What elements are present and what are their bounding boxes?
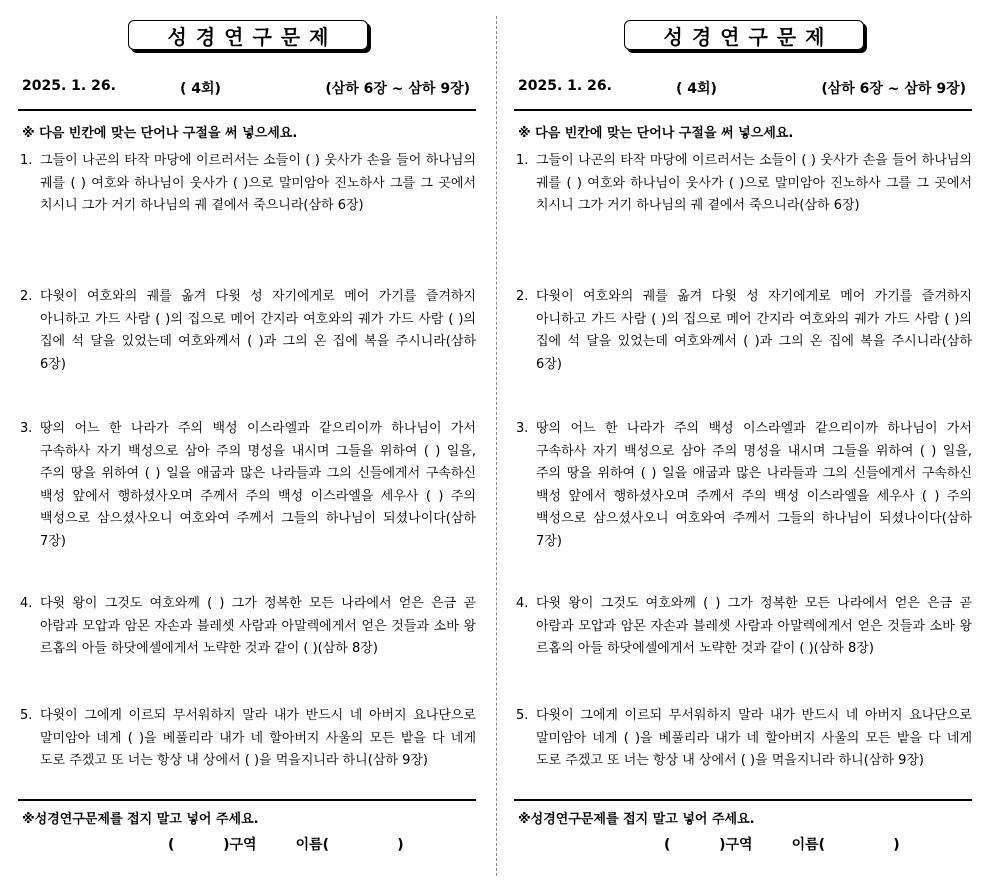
footer-rule [514, 799, 972, 801]
question-text: 다윗이 여호와의 궤를 옮겨 다윗 성 자기에게로 메어 가기를 즐겨하지 아니하고 가드 사람 ( )의 집으로 메어 간지라 여호와의 궤가 가드 사람 ( )의 집에 석 달을 있었는데 여호와께서 ( )과 그의 온 집에 복을 주시니라(삼하 6장) [536, 289, 972, 372]
question-number: 1. [516, 153, 529, 168]
question-number: 1. [20, 153, 33, 168]
fold-divider [496, 16, 497, 876]
question-text: 땅의 어느 한 나라가 주의 백성 이스라엘과 같으리이까 하나님이 가서 구속하사 자기 백성으로 삼아 주의 명성을 내시며 그들을 위하여 ( ) 일을, 주의 땅을 위하여 ( ) 일을 애굽과 많은 나라들과 그의 신들에게서 구속하신 백성 앞에서 행하셨사오며 주께서 주의 백성 이스라엘을 세우사 ( ) 주의 백성으로 삼으셨사오니 여호와여 주께서 그들의 하나님이 되셨나이다(삼하 7장) [40, 421, 476, 549]
question-list [514, 150, 972, 805]
question-5 [514, 705, 972, 805]
question-number: 5. [20, 708, 33, 723]
header-rule [514, 109, 972, 111]
question-number: 3. [20, 421, 33, 436]
worksheet-title: 성경연구문제 [128, 20, 368, 50]
question-number: 2. [516, 289, 529, 304]
question-2 [514, 286, 972, 418]
worksheet-date: 2025. 1. 26. [518, 78, 612, 94]
question-5 [18, 705, 476, 805]
instruction-text: ※ 다음 빈칸에 맞는 단어나 구절을 써 넣으세요. [22, 126, 298, 141]
question-1 [18, 150, 476, 286]
header-rule [18, 109, 476, 111]
district-name-fields: ( )구역 이름( ) [168, 837, 404, 853]
worksheet-left [18, 0, 476, 892]
worksheet-date: 2025. 1. 26. [22, 78, 116, 94]
question-number: 4. [516, 596, 529, 611]
question-4 [18, 593, 476, 705]
question-3 [18, 418, 476, 593]
footer-note: ※성경연구문제를 접지 말고 넣어 주세요. [22, 812, 259, 827]
question-3 [514, 418, 972, 593]
worksheet-title: 성경연구문제 [624, 20, 864, 50]
question-number: 2. [20, 289, 33, 304]
question-text: 그들이 나곤의 타작 마당에 이르러서는 소들이 ( ) 웃사가 손을 들어 하나님의 궤를 ( ) 여호와 하나님이 웃사가 ( )으로 말미암아 진노하사 그를 그 곳에서 치시니 그가 거기 하나님의 궤 곁에서 죽으니라(삼하 6장) [40, 153, 476, 213]
worksheet-range: (삼하 6장 ~ 삼하 9장) [325, 81, 470, 97]
footer-rule [18, 799, 476, 801]
footer-note: ※성경연구문제를 접지 말고 넣어 주세요. [518, 812, 755, 827]
question-text: 다윗이 여호와의 궤를 옮겨 다윗 성 자기에게로 메어 가기를 즐겨하지 아니하고 가드 사람 ( )의 집으로 메어 간지라 여호와의 궤가 가드 사람 ( )의 집에 석 달을 있었는데 여호와께서 ( )과 그의 온 집에 복을 주시니라(삼하 6장) [40, 289, 476, 372]
question-text: 다윗 왕이 그것도 여호와께 ( ) 그가 정복한 모든 나라에서 얻은 은금 곧 아람과 모압과 암몬 자손과 블레셋 사람과 아말렉에게서 얻은 것들과 소바 왕 르홉의 아들 하닷에셀에게서 노략한 것과 같이 ( )(삼하 8장) [536, 596, 972, 656]
worksheet-range: (삼하 6장 ~ 삼하 9장) [821, 81, 966, 97]
worksheet-right [514, 0, 972, 892]
question-2 [18, 286, 476, 418]
question-number: 5. [516, 708, 529, 723]
question-text: 다윗이 그에게 이르되 무서워하지 말라 내가 반드시 네 아버지 요나단으로 말미암아 네게 ( )을 베풀리라 내가 네 할아버지 사울의 모든 밭을 다 네게 도로 주겠고 또 너는 항상 내 상에서 ( )을 먹을지니라 하니(삼하 9장) [536, 708, 972, 768]
question-text: 땅의 어느 한 나라가 주의 백성 이스라엘과 같으리이까 하나님이 가서 구속하사 자기 백성으로 삼아 주의 명성을 내시며 그들을 위하여 ( ) 일을, 주의 땅을 위하여 ( ) 일을 애굽과 많은 나라들과 그의 신들에게서 구속하신 백성 앞에서 행하셨사오며 주께서 주의 백성 이스라엘을 세우사 ( ) 주의 백성으로 삼으셨사오니 여호와여 주께서 그들의 하나님이 되셨나이다(삼하 7장) [536, 421, 972, 549]
worksheet-session: ( 4회) [676, 81, 717, 97]
question-text: 다윗이 그에게 이르되 무서워하지 말라 내가 반드시 네 아버지 요나단으로 말미암아 네게 ( )을 베풀리라 내가 네 할아버지 사울의 모든 밭을 다 네게 도로 주겠고 또 너는 항상 내 상에서 ( )을 먹을지니라 하니(삼하 9장) [40, 708, 476, 768]
question-1 [514, 150, 972, 286]
question-text: 그들이 나곤의 타작 마당에 이르러서는 소들이 ( ) 웃사가 손을 들어 하나님의 궤를 ( ) 여호와 하나님이 웃사가 ( )으로 말미암아 진노하사 그를 그 곳에서 치시니 그가 거기 하나님의 궤 곁에서 죽으니라(삼하 6장) [536, 153, 972, 213]
instruction-text: ※ 다음 빈칸에 맞는 단어나 구절을 써 넣으세요. [518, 126, 794, 141]
worksheet-header [514, 78, 972, 100]
question-number: 3. [516, 421, 529, 436]
worksheet-session: ( 4회) [180, 81, 221, 97]
worksheet-header [18, 78, 476, 100]
question-list [18, 150, 476, 805]
district-name-fields: ( )구역 이름( ) [664, 837, 900, 853]
question-4 [514, 593, 972, 705]
question-text: 다윗 왕이 그것도 여호와께 ( ) 그가 정복한 모든 나라에서 얻은 은금 곧 아람과 모압과 암몬 자손과 블레셋 사람과 아말렉에게서 얻은 것들과 소바 왕 르홉의 아들 하닷에셀에게서 노략한 것과 같이 ( )(삼하 8장) [40, 596, 476, 656]
question-number: 4. [20, 596, 33, 611]
